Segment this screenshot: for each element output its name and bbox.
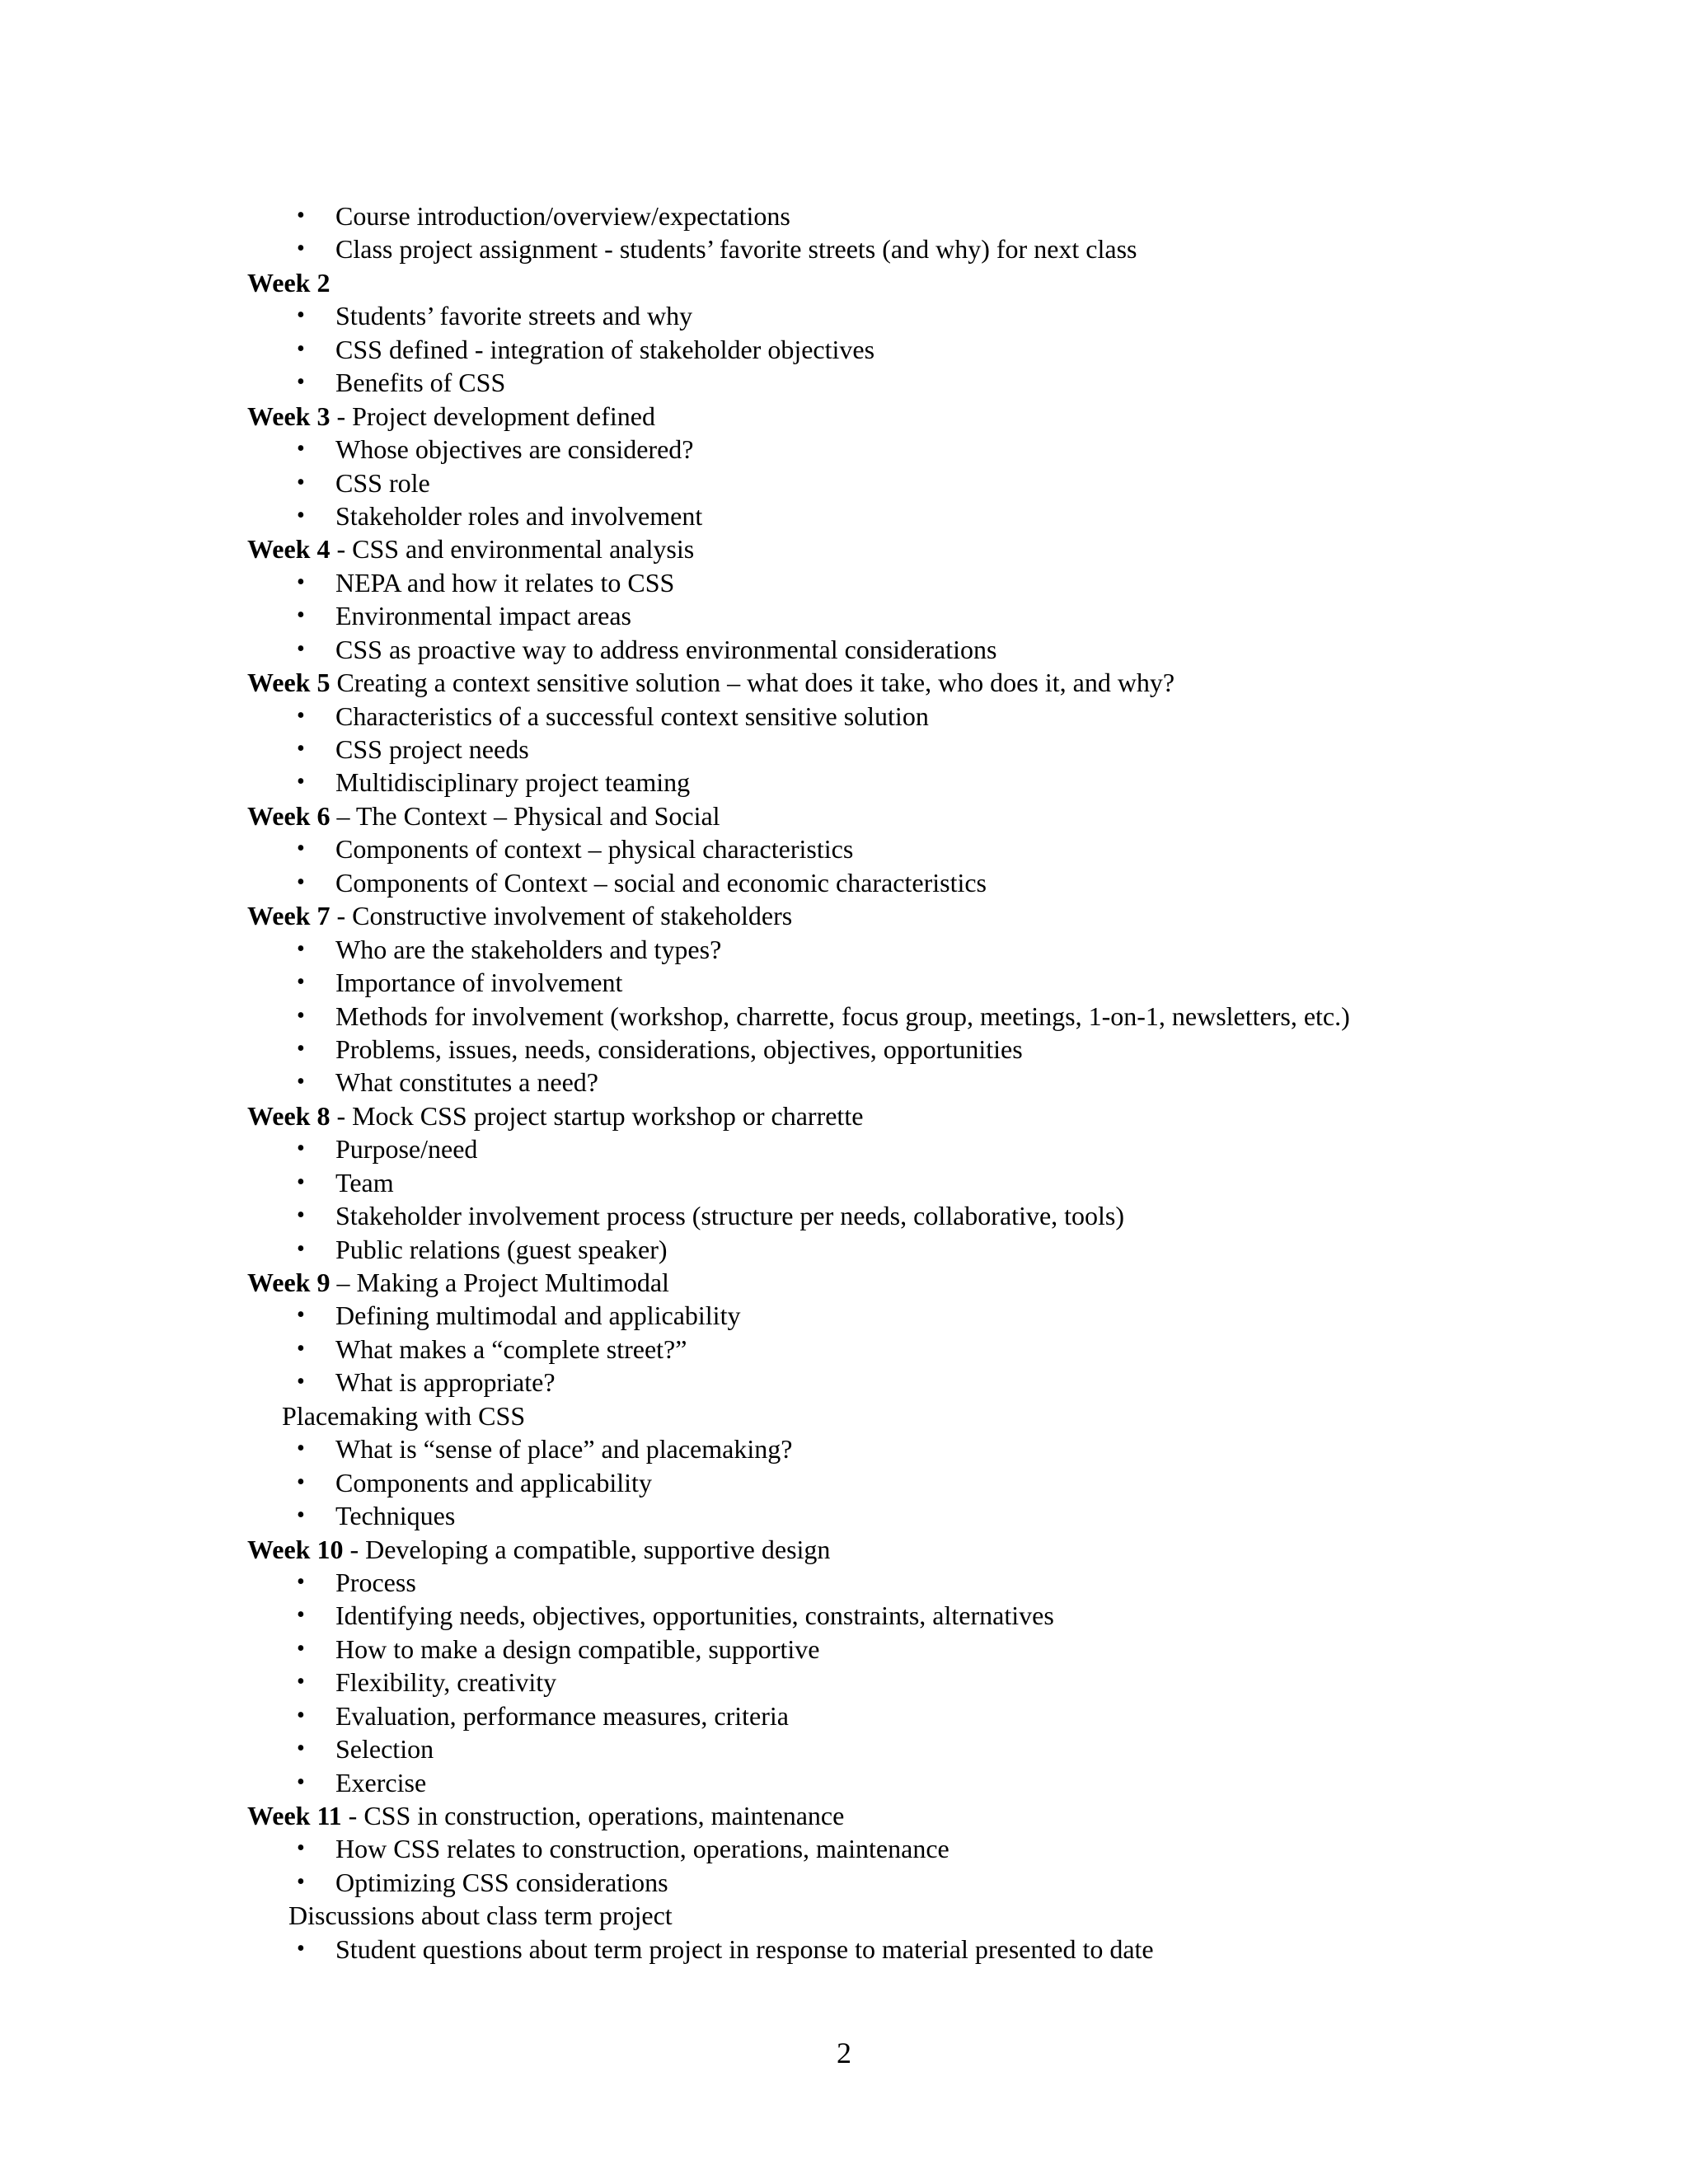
bullet-icon: • — [297, 203, 305, 228]
bullet-icon: • — [297, 969, 305, 996]
topic-text: Students’ favorite streets and why — [335, 301, 693, 331]
topic-text: Whose objectives are considered? — [335, 434, 694, 465]
bullet-icon: • — [297, 1769, 305, 1795]
bullet-icon: • — [297, 469, 305, 495]
topic-text: Identifying needs, objectives, opportunities, constraints, alternatives — [335, 1601, 1054, 1631]
topic-text: Multidisciplinary project teaming — [335, 767, 691, 798]
week-label: Week 9 — [247, 1268, 331, 1297]
topic-text: Who are the stakeholders and types? — [335, 934, 722, 964]
bullet-icon: • — [297, 1169, 305, 1195]
bullet-icon: • — [297, 1202, 305, 1229]
week-title: - Developing a compatible, supportive design — [343, 1534, 831, 1564]
week-heading — [247, 1799, 1648, 1832]
week-heading — [247, 899, 1648, 932]
week-heading — [247, 266, 1648, 299]
topic-item — [247, 566, 1648, 599]
topic-text: CSS defined - integration of stakeholder objectives — [335, 334, 875, 364]
topic-text: Characteristics of a successful context sensitive solution — [335, 701, 929, 731]
bullet-icon: • — [297, 1669, 305, 1695]
topic-text: Stakeholder involvement process (structure per needs, collaborative, tools) — [335, 1201, 1125, 1231]
bullet-icon: • — [297, 1602, 305, 1629]
topic-text: Student questions about term project in response to material presented to date — [335, 1933, 1154, 1964]
topic-text: Process — [335, 1567, 416, 1597]
bullet-icon: • — [297, 1136, 305, 1162]
bullet-icon: • — [297, 1235, 305, 1262]
bullet-icon: • — [297, 1069, 305, 1095]
topic-item — [247, 599, 1648, 632]
bullet-icon: • — [297, 569, 305, 595]
intro-item — [247, 199, 1648, 232]
topic-text: How CSS relates to construction, operations, maintenance — [335, 1834, 950, 1864]
week-label: Week 11 — [247, 1801, 342, 1830]
page-number: 2 — [837, 2036, 851, 2069]
topic-text: CSS role — [335, 467, 430, 498]
topic-text: CSS as proactive way to address environmental considerations — [335, 634, 997, 664]
week-title: – Making a Project Multimodal — [330, 1268, 669, 1297]
topic-text: Components and applicability — [335, 1467, 652, 1497]
topic-item — [247, 1432, 1648, 1465]
topic-item — [247, 1599, 1648, 1632]
week-label: Week 6 — [247, 800, 331, 831]
topic-item — [247, 766, 1648, 799]
topic-item — [247, 1033, 1648, 1066]
topic-text: Techniques — [335, 1501, 456, 1531]
bullet-icon: • — [297, 602, 305, 629]
topic-item — [247, 1566, 1648, 1599]
intro-item-text: Class project assignment - students’ favorite streets (and why) for next class — [335, 234, 1137, 265]
week-heading — [247, 1266, 1648, 1299]
topic-item — [247, 1132, 1648, 1165]
week-label: Week 4 — [247, 534, 331, 565]
bullet-icon: • — [297, 1335, 305, 1361]
topic-item — [247, 1732, 1648, 1765]
bullet-icon: • — [297, 1436, 305, 1462]
bullet-icon: • — [297, 369, 305, 396]
topic-item — [247, 832, 1648, 865]
subsection-heading: Placemaking with CSS — [282, 1400, 526, 1431]
week-title: - Mock CSS project startup workshop or charrette — [330, 1100, 864, 1131]
topic-text: Defining multimodal and applicability — [335, 1301, 741, 1331]
topic-text: Environmental impact areas — [335, 601, 631, 631]
topic-item — [247, 966, 1648, 999]
topic-text: Evaluation, performance measures, criteria — [335, 1700, 789, 1731]
topic-item — [247, 1199, 1648, 1232]
topic-text: Stakeholder roles and involvement — [335, 500, 703, 531]
topic-item — [247, 1866, 1648, 1899]
topic-item — [247, 1233, 1648, 1266]
week-title: – The Context – Physical and Social — [330, 800, 720, 831]
week-heading — [247, 532, 1648, 565]
topic-text: Problems, issues, needs, considerations, objectives, opportunities — [335, 1033, 1023, 1064]
topic-text: Public relations (guest speaker) — [335, 1234, 668, 1264]
topic-item — [247, 733, 1648, 766]
bullet-icon: • — [297, 869, 305, 895]
topic-text: How to make a design compatible, supportive — [335, 1633, 820, 1664]
topic-text: What makes a “complete street?” — [335, 1333, 687, 1364]
week-label: Week 5 — [247, 668, 331, 698]
bullet-icon: • — [297, 1035, 305, 1062]
week-label: Week 3 — [247, 401, 331, 431]
topic-text: Exercise — [335, 1767, 427, 1797]
week-heading — [247, 400, 1648, 433]
topic-item — [247, 633, 1648, 666]
bullet-icon: • — [297, 335, 305, 362]
subsection-heading: Discussions about class term project — [288, 1900, 673, 1931]
bullet-icon: • — [297, 1369, 305, 1395]
topic-item — [247, 1166, 1648, 1199]
bullet-icon: • — [297, 302, 305, 329]
topic-item — [247, 933, 1648, 966]
topic-text: NEPA and how it relates to CSS — [335, 567, 675, 598]
bullet-icon: • — [297, 1568, 305, 1595]
bullet-icon: • — [297, 1002, 305, 1029]
intro-item — [247, 232, 1648, 265]
topic-item — [247, 1666, 1648, 1699]
topic-item — [247, 333, 1648, 366]
topic-item — [247, 499, 1648, 532]
bullet-icon: • — [297, 702, 305, 729]
topic-text: What constitutes a need? — [335, 1067, 598, 1098]
topic-text: Flexibility, creativity — [335, 1667, 557, 1698]
bullet-icon: • — [297, 836, 305, 862]
bullet-icon: • — [297, 1502, 305, 1529]
bullet-icon: • — [297, 1868, 305, 1895]
week-heading — [247, 799, 1648, 832]
topic-text: Team — [335, 1167, 394, 1197]
week-title: - Constructive involvement of stakeholders — [330, 901, 793, 931]
week-title: Creating a context sensitive solution – what does it take, who does it, and why? — [330, 668, 1175, 698]
topic-item — [247, 1466, 1648, 1499]
topic-item — [247, 1766, 1648, 1799]
bullet-icon: • — [297, 436, 305, 462]
week-label: Week 2 — [247, 267, 331, 298]
topic-item — [247, 1933, 1648, 1966]
week-label: Week 8 — [247, 1100, 331, 1131]
topic-item — [247, 466, 1648, 499]
bullet-icon: • — [297, 769, 305, 795]
topic-item — [247, 700, 1648, 733]
topic-item — [247, 1299, 1648, 1332]
topic-item — [247, 866, 1648, 899]
bullet-icon: • — [297, 502, 305, 528]
topic-item — [247, 1333, 1648, 1366]
week-heading — [247, 1533, 1648, 1566]
bullet-icon: • — [297, 1302, 305, 1329]
bullet-icon: • — [297, 1702, 305, 1728]
week-title: - Project development defined — [330, 401, 655, 431]
topic-text: Methods for involvement (workshop, charrette, focus group, meetings, 1-on-1, newsletters, etc.) — [335, 1001, 1350, 1031]
topic-item — [247, 1499, 1648, 1532]
topic-item — [247, 1633, 1648, 1666]
topic-item — [247, 299, 1648, 332]
topic-item — [247, 433, 1648, 466]
week-heading — [247, 1099, 1648, 1132]
topic-text: Selection — [335, 1734, 434, 1765]
bullet-icon: • — [297, 1835, 305, 1862]
topic-text: What is “sense of place” and placemaking? — [335, 1434, 793, 1465]
bullet-icon: • — [297, 1736, 305, 1762]
topic-text: What is appropriate? — [335, 1367, 556, 1398]
bullet-icon: • — [297, 1469, 305, 1495]
bullet-icon: • — [297, 1635, 305, 1661]
topic-item — [247, 1699, 1648, 1732]
topic-item — [247, 366, 1648, 399]
week-heading — [247, 666, 1648, 699]
topic-text: Importance of involvement — [335, 968, 623, 998]
topic-text: CSS project needs — [335, 734, 529, 764]
syllabus-outline — [247, 199, 1648, 1966]
bullet-icon: • — [297, 1935, 305, 1961]
intro-item-text: Course introduction/overview/expectations — [335, 201, 790, 231]
topic-text: Purpose/need — [335, 1134, 478, 1165]
week-title: - CSS in construction, operations, maintenance — [341, 1801, 845, 1830]
week-label: Week 7 — [247, 901, 331, 931]
bullet-icon: • — [297, 736, 305, 762]
bullet-icon: • — [297, 236, 305, 262]
topic-item — [247, 1832, 1648, 1865]
topic-text: Benefits of CSS — [335, 368, 506, 398]
topic-item — [247, 1366, 1648, 1399]
bullet-icon: • — [297, 935, 305, 962]
topic-text: Components of context – physical characteristics — [335, 834, 854, 865]
topic-text: Optimizing CSS considerations — [335, 1867, 668, 1897]
bullet-icon: • — [297, 635, 305, 662]
week-label: Week 10 — [247, 1534, 344, 1564]
topic-text: Components of Context – social and economic characteristics — [335, 867, 987, 898]
topic-item — [247, 1000, 1648, 1033]
topic-item — [247, 1066, 1648, 1099]
week-title: - CSS and environmental analysis — [330, 534, 695, 565]
